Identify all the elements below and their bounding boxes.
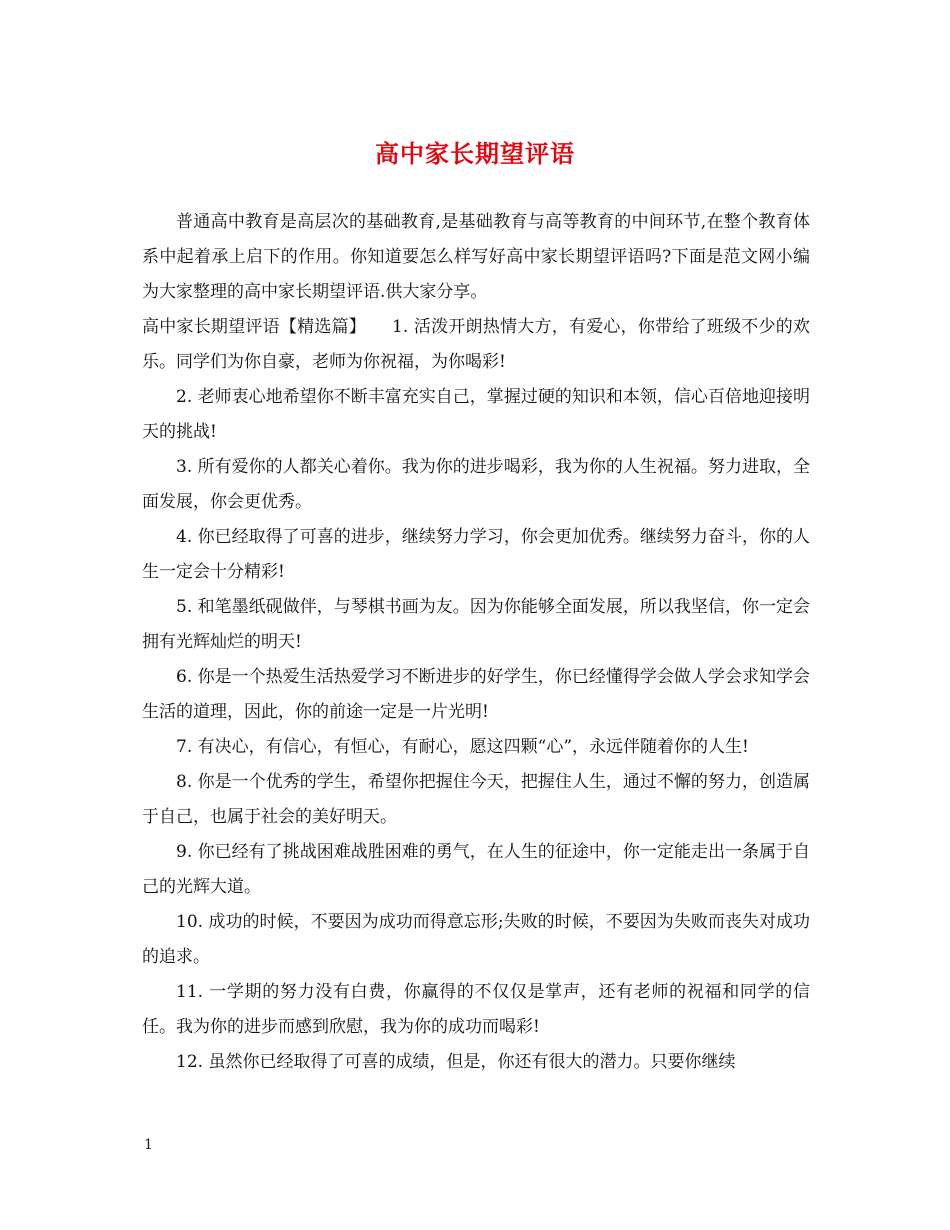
intro-paragraph: 普通高中教育是高层次的基础教育,是基础教育与高等教育的中间环节,在整个教育体系中起着承上启下的作用。你知道要怎么样写好高中家长期望评语吗?下面是范文网小编为大家整理的高中家长期望评语.供大家分享。 — [142, 212, 810, 302]
list-item: 10. 成功的时候，不要因为成功而得意忘形;失败的时候，不要因为失败而丧失对成功的追求。 — [142, 912, 810, 967]
list-item: 5. 和笔墨纸砚做伴，与琴棋书画为友。因为你能够全面发展，所以我坚信，你一定会拥有光辉灿烂的明天! — [142, 597, 810, 652]
list-item: 8. 你是一个优秀的学生，希望你把握住今天，把握住人生，通过不懈的努力，创造属于自己，也属于社会的美好明天。 — [142, 772, 810, 827]
list-item: 7. 有决心，有信心，有恒心，有耐心，愿这四颗“心”，永远伴随着你的人生! — [176, 737, 749, 757]
list-item: 4. 你已经取得了可喜的进步，继续努力学习，你会更加优秀。继续努力奋斗，你的人生一定会十分精彩! — [142, 527, 810, 582]
list-item: 12. 虽然你已经取得了可喜的成绩，但是，你还有很大的潜力。只要你继续 — [176, 1052, 736, 1072]
list-item: 9. 你已经有了挑战困难战胜困难的勇气，在人生的征途中，你一定能走出一条属于自己的光辉大道。 — [142, 842, 810, 897]
document-title: 高中家长期望评语 — [375, 139, 575, 168]
section-heading-paragraph: 高中家长期望评语【精选篇】 1. 活泼开朗热情大方，有爱心，你带给了班级不少的欢乐。同学们为你自豪，老师为你祝福，为你喝彩! — [142, 317, 810, 372]
document-body — [142, 205, 810, 1080]
page-number: 1 — [144, 1137, 153, 1153]
list-item: 11. 一学期的努力没有白费，你赢得的不仅仅是掌声，还有老师的祝福和同学的信任。我为你的进步而感到欣慰，我为你的成功而喝彩! — [142, 982, 810, 1037]
list-item: 6. 你是一个热爱生活热爱学习不断进步的好学生，你已经懂得学会做人学会求知学会生活的道理，因此，你的前途一定是一片光明! — [142, 667, 810, 722]
list-item: 2. 老师衷心地希望你不断丰富充实自己，掌握过硬的知识和本领，信心百倍地迎接明天的挑战! — [142, 387, 810, 442]
list-item: 3. 所有爱你的人都关心着你。我为你的进步喝彩，我为你的人生祝福。努力进取，全面发展，你会更优秀。 — [142, 457, 810, 512]
